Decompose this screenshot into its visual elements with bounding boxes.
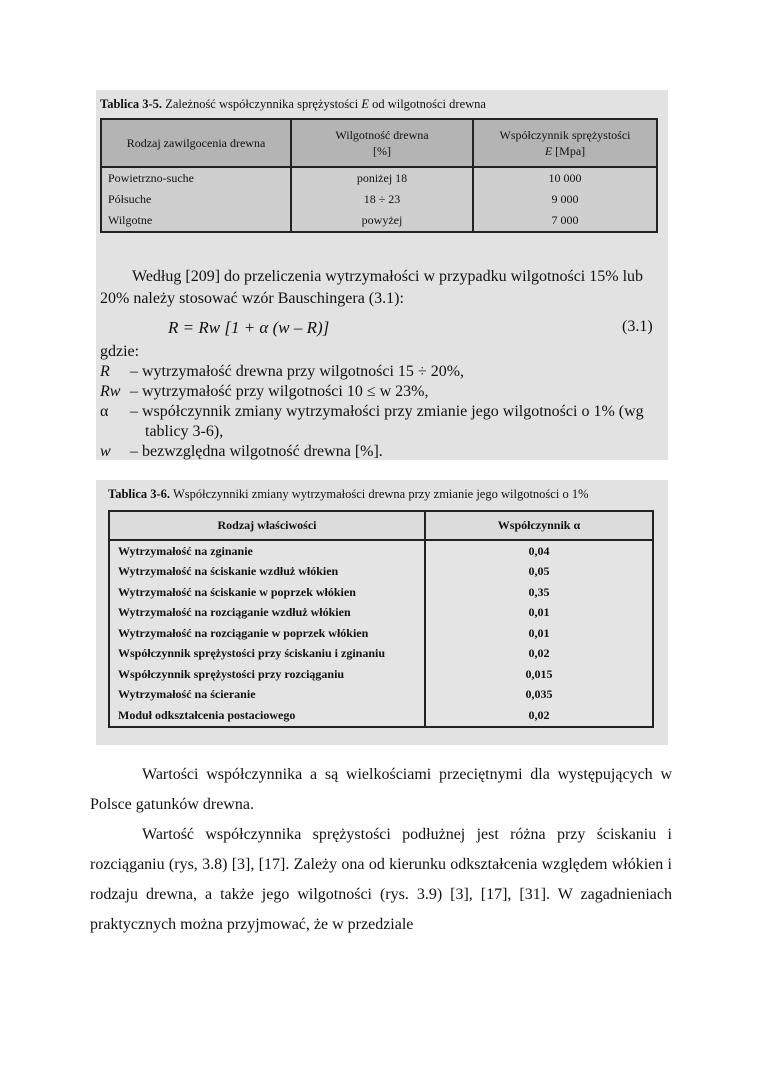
table2-title: Współczynniki zmiany wytrzymałości drewna przy zmianie jego wilgotności o 1% — [172, 487, 589, 501]
table1-cell: poniżej 18 — [291, 167, 473, 189]
table2-cell: Wytrzymałość na zginanie — [109, 540, 425, 562]
table1-cell: Powietrzno-suche — [101, 167, 291, 189]
table1-header-cell: Wilgotność drewna [%] — [291, 119, 473, 167]
table2-cell: Wytrzymałość na rozciąganie wzdłuż włókien — [109, 603, 425, 624]
table-row — [109, 644, 653, 665]
table-row — [109, 582, 653, 603]
table-row — [109, 623, 653, 644]
table-row — [109, 603, 653, 624]
table-row — [109, 705, 653, 727]
where-text: – bezwzględna wilgotność drewna [%]. — [130, 443, 383, 460]
table1-cell: Półsuche — [101, 189, 291, 210]
table1-header-cell: Współczynnik sprężystości E [Mpa] — [473, 119, 657, 167]
table1-cell: 10 000 — [473, 167, 657, 189]
table-row — [101, 189, 657, 210]
where-symbol: w — [100, 443, 111, 460]
table2-cell: 0,02 — [425, 705, 653, 727]
table2-header-row — [109, 511, 653, 540]
table2-cell: 0,01 — [425, 623, 653, 644]
table1 — [100, 118, 658, 233]
table-row — [109, 685, 653, 706]
table1-title-pre: Zależność współczynnika sprężystości — [165, 97, 362, 111]
table2 — [108, 510, 654, 728]
table2-cell: Współczynnik sprężystości przy ściskaniu i zginaniu — [109, 644, 425, 665]
table-row — [109, 562, 653, 583]
table2-cell: Wytrzymałość na ściskanie wzdłuż włókien — [109, 562, 425, 583]
table1-header-row — [101, 119, 657, 167]
body-paragraph-2: Wartość współczynnika sprężystości podłużnej jest różna przy ściskaniu i rozciąganiu (rys, 3.8) [3], [17]. Zależy ona od kierunku odkształcenia względem włókien i rodzaju drewna, a także jego wilgotności (rys. 3.9) [3], [17], [31]. W zagadnieniach praktycznych można przyjmować, że w przedziale — [90, 826, 672, 933]
table2-cell: 0,02 — [425, 644, 653, 665]
where-text-continued: tablicy 3-6), — [145, 423, 224, 440]
table2-header-cell: Współczynnik α — [425, 511, 653, 540]
table2-header-cell: Rodzaj właściwości — [109, 511, 425, 540]
table2-cell: Wytrzymałość na ścieranie — [109, 685, 425, 706]
intro-line-1: Według [209] do przeliczenia wytrzymałości w przypadku wilgotności 15% lub — [132, 268, 644, 285]
intro-line-2: 20% należy stosować wzór Bauschingera (3.1): — [100, 290, 404, 307]
table1-caption — [100, 97, 486, 112]
table2-cell: Współczynnik sprężystości przy rozciąganiu — [109, 664, 425, 685]
table2-cell: Wytrzymałość na ściskanie w poprzek włókien — [109, 582, 425, 603]
table2-cell: 0,035 — [425, 685, 653, 706]
table-row — [101, 167, 657, 189]
table2-label: Tablica 3-6. — [108, 487, 171, 501]
table2-cell: 0,04 — [425, 540, 653, 562]
table-row — [109, 664, 653, 685]
where-text: – wytrzymałość przy wilgotności 10 ≤ w 23%, — [130, 383, 429, 400]
table1-cell: 9 000 — [473, 189, 657, 210]
table2-cell: 0,01 — [425, 603, 653, 624]
table2-cell: 0,05 — [425, 562, 653, 583]
table1-cell: 7 000 — [473, 210, 657, 232]
table2-cell: 0,35 — [425, 582, 653, 603]
table1-cell: Wilgotne — [101, 210, 291, 232]
where-symbol: Rw — [100, 383, 121, 400]
table1-cell: 18 ÷ 23 — [291, 189, 473, 210]
where-label: gdzie: — [100, 343, 140, 360]
table1-header-cell: Rodzaj zawilgocenia drewna — [101, 119, 291, 167]
where-text: – wytrzymałość drewna przy wilgotności 15 ÷ 20%, — [130, 363, 465, 380]
body-text — [90, 760, 672, 940]
table1-title-post: od wilgotności drewna — [368, 97, 486, 111]
table-row — [101, 210, 657, 232]
where-symbol: R — [100, 363, 110, 380]
table1-title-symbol: E — [361, 97, 369, 111]
table2-caption — [108, 487, 588, 502]
table1-cell: powyżej — [291, 210, 473, 232]
formula: R = Rw [1 + α (w – R)] — [168, 318, 330, 337]
table2-cell: Moduł odkształcenia postaciowego — [109, 705, 425, 727]
where-symbol: α — [100, 403, 109, 420]
table2-cell: Wytrzymałość na rozciąganie w poprzek włókien — [109, 623, 425, 644]
body-paragraph-1: Wartości współczynnika a są wielkościami przeciętnymi dla występujących w Polsce gatunków drewna. — [90, 766, 672, 813]
table2-cell: 0,015 — [425, 664, 653, 685]
formula-number: (3.1) — [622, 318, 653, 335]
table-row — [109, 540, 653, 562]
where-text: – współczynnik zmiany wytrzymałości przy zmianie jego wilgotności o 1% (wg — [130, 403, 644, 420]
table1-label: Tablica 3-5. — [100, 97, 163, 111]
